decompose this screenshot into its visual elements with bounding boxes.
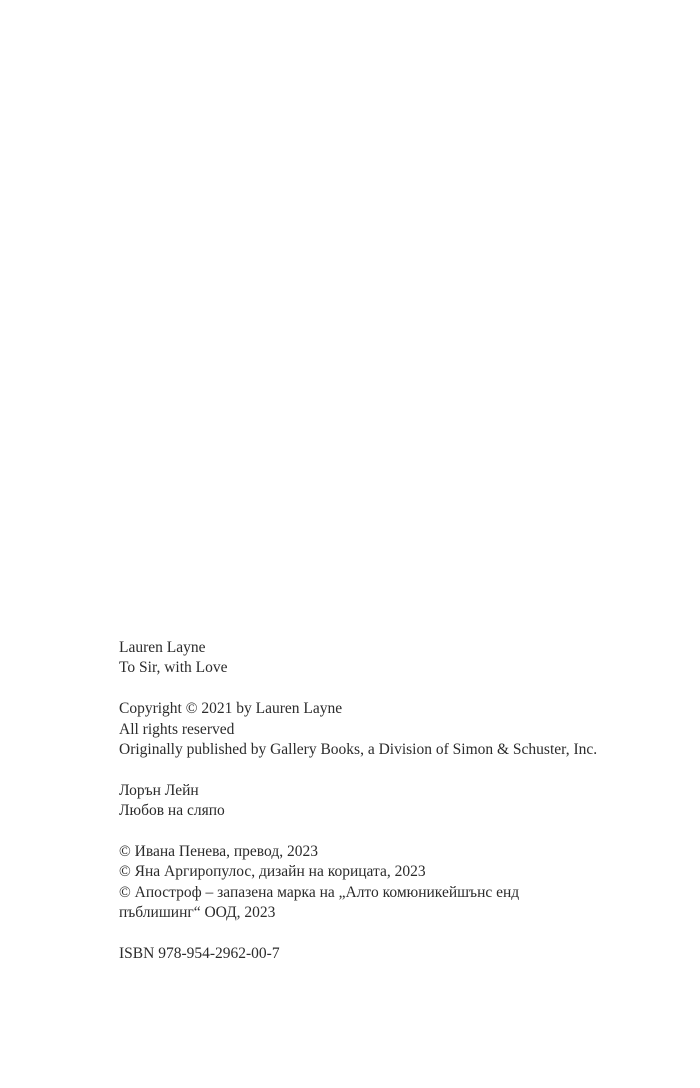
credits-block (119, 842, 679, 924)
publisher-credit-line-1: © Апостроф – запазена марка на „Алто комюникейшънс енд (119, 883, 520, 901)
bulgarian-edition-block (119, 781, 679, 822)
bulgarian-title: Любов на сляпо (119, 802, 225, 820)
copyright-notice: Copyright © 2021 by Lauren Layne (119, 700, 343, 718)
original-edition-block (119, 638, 679, 679)
bulgarian-author: Лорън Лейн (119, 781, 199, 799)
cover-design-credit: © Яна Аргиропулос, дизайн на корицата, 2023 (119, 863, 426, 881)
original-title: To Sir, with Love (119, 659, 228, 677)
rights-reserved: All rights reserved (119, 720, 235, 738)
copyright-block (119, 699, 679, 760)
imprint-block (119, 638, 679, 964)
translation-credit: © Ивана Пенева, превод, 2023 (119, 843, 318, 861)
original-publisher: Originally published by Gallery Books, a Division of Simon & Schuster, Inc. (119, 741, 598, 759)
original-author: Lauren Layne (119, 639, 206, 656)
publisher-credit-line-2: пъблишинг“ ООД, 2023 (119, 904, 276, 922)
isbn-block (119, 944, 679, 964)
isbn: ISBN 978-954-2962-00-7 (119, 945, 280, 963)
